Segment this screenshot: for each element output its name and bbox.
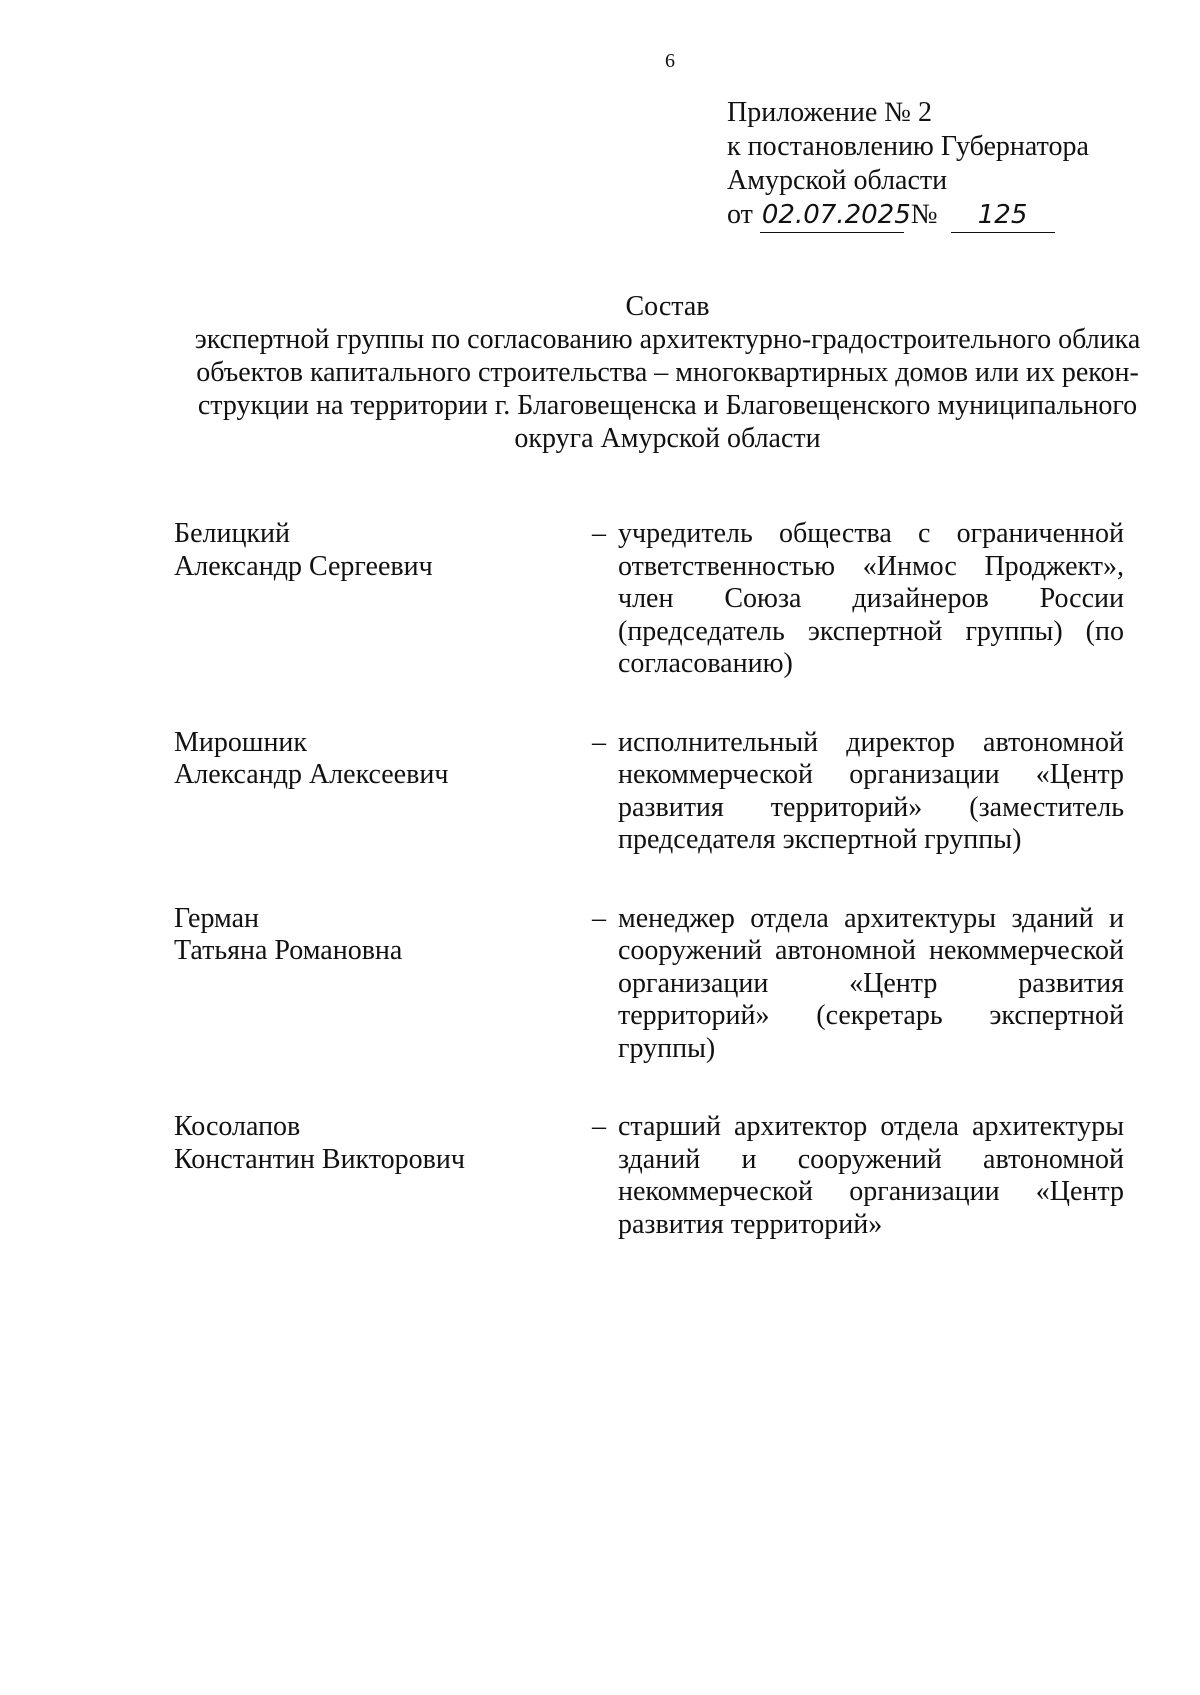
from-label: от: [727, 199, 753, 230]
title-heading: Состав: [625, 291, 710, 322]
member-name: [174, 727, 564, 792]
decree-number: 125: [951, 198, 1055, 233]
member-dash: –: [592, 902, 606, 934]
member-dash: –: [592, 518, 606, 549]
document-title: [150, 290, 1185, 455]
member-name: [174, 1111, 564, 1176]
appendix-date-line: [727, 198, 1089, 233]
title-line-1: экспертной группы по согласованию архитектурно-градостроительного облика: [194, 324, 1141, 355]
member-surname: Косолапов: [174, 1111, 301, 1142]
appendix-header: [727, 96, 1089, 233]
member-role: старший архитектор отдела архитектуры зданий и сооружений автономной некоммерческой организации «Центр развития территорий»: [618, 1111, 1124, 1240]
page-number: 6: [665, 50, 675, 72]
member-entry: [174, 1111, 1124, 1241]
appendix-region: Амурской области: [727, 165, 948, 196]
title-line-4: округа Амурской области: [514, 423, 821, 454]
member-surname: Белицкий: [174, 518, 291, 549]
title-line-2: объектов капитального строительства – многоквартирных домов или их рекон-: [196, 357, 1139, 388]
member-role: учредитель общества с ограниченной ответственностью «Инмос Проджект», член Союза дизайнеров России (председатель экспертной группы) (по согласованию): [618, 518, 1124, 679]
member-entry: [174, 727, 1124, 857]
decree-date: 02.07.2025: [760, 198, 904, 233]
number-label: №: [910, 199, 938, 230]
member-role: менеджер отдела архитектуры зданий и сооружений автономной некоммерческой организации «Центр развития территорий» (секретарь экспертной группы): [618, 902, 1124, 1064]
member-given-name: Константин Викторович: [174, 1143, 465, 1175]
member-name: [174, 518, 564, 583]
title-line-3: струкции на территории г. Благовещенска и Благовещенского муниципального: [197, 390, 1138, 421]
member-dash: –: [592, 1111, 606, 1142]
member-given-name: Александр Сергеевич: [174, 550, 433, 582]
member-name: [174, 903, 564, 968]
member-entry: [174, 903, 1124, 1066]
member-role: исполнительный директор автономной некоммерческой организации «Центр развития территорий» (заместитель председателя экспертной группы): [618, 726, 1124, 855]
member-given-name: Татьяна Романовна: [174, 935, 403, 966]
appendix-reference: к постановлению Губернатора: [727, 131, 1089, 162]
member-surname: Мирошник: [174, 726, 308, 758]
member-entry: [174, 518, 1124, 681]
member-dash: –: [592, 726, 606, 758]
members-list: [174, 518, 1124, 1241]
member-surname: Герман: [174, 902, 259, 934]
member-given-name: Александр Алексеевич: [174, 759, 449, 790]
appendix-title: Приложение № 2: [727, 97, 932, 128]
